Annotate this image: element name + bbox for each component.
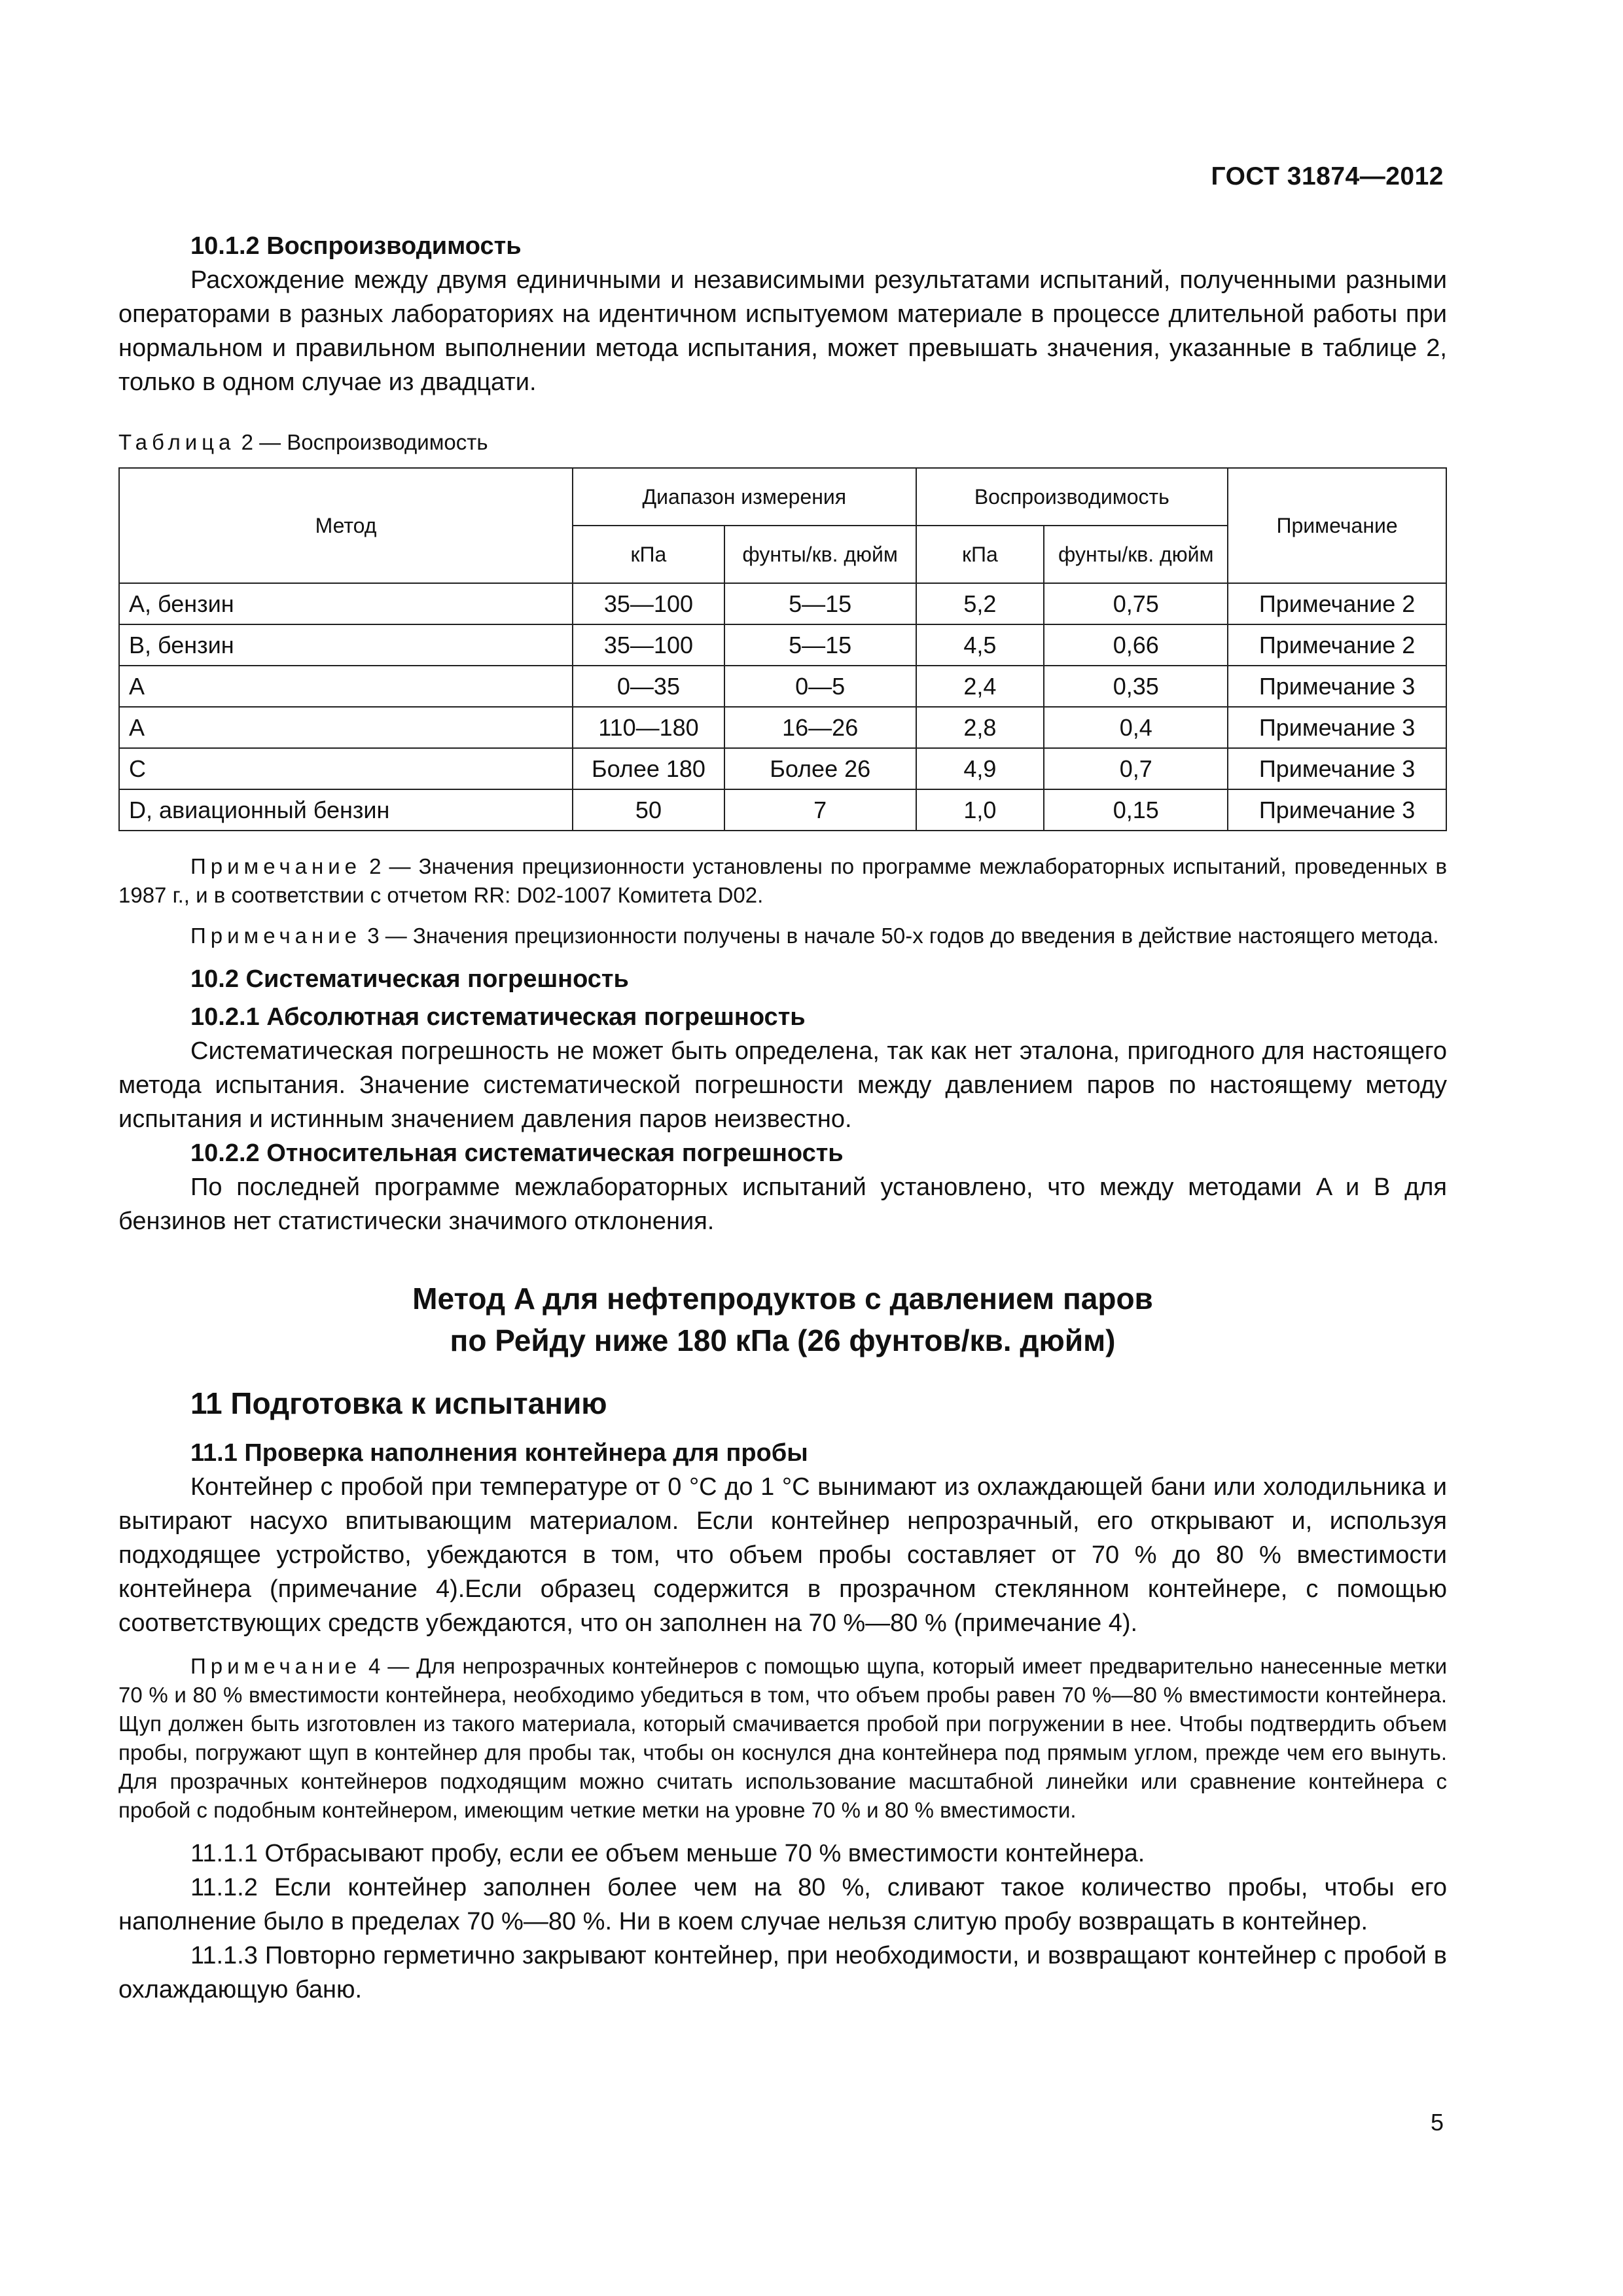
header-repro-psi: фунты/кв. дюйм <box>1044 526 1228 583</box>
heading-10-2-1: 10.2.1 Абсолютная систематическая погрешность <box>190 1003 806 1031</box>
cell-method: A <box>119 666 573 707</box>
header-range-psi: фунты/кв. дюйм <box>724 526 916 583</box>
heading-11-1: 11.1 Проверка наполнения контейнера для пробы <box>190 1439 808 1467</box>
paragraph-11-1: Контейнер с пробой при температуре от 0 °С до 1 °С вынимают из охлаждающей бани или холодильника и вытирают насухо впитывающим материалом. Если контейнер непрозрачный, его открывают и, используя подходящее устройство, убеждаются в том, что объем пробы составляет от 70 % до 80 % вместимости контейнера (примечание 4).Если образец содержится в прозрачном стеклянном контейнере, с помощью соответствующих средств убеждаются, что он заполнен на 70 %—80 % (примечание 4). <box>118 1473 1447 1637</box>
table-row <box>119 666 1446 707</box>
page-content <box>118 229 1447 2007</box>
method-a-title-line2: по Рейду ниже 180 кПа (26 фунтов/кв. дюйм) <box>450 1323 1116 1357</box>
cell-range-kpa: Более 180 <box>573 748 724 789</box>
table-row <box>119 707 1446 748</box>
paragraph-10-2-2: По последней программе межлабораторных испытаний установлено, что между методами A и B для бензинов нет статистически значимого отклонения. <box>118 1174 1448 1235</box>
cell-method: A <box>119 707 573 748</box>
cell-repro-kpa: 2,8 <box>916 707 1044 748</box>
item-11-1-1: 11.1.1 Отбрасывают пробу, если ее объем меньше 70 % вместимости контейнера. <box>190 1840 1145 1867</box>
note-4 <box>118 1652 1447 1825</box>
note-3-label: Примечание <box>190 924 362 948</box>
cell-repro-psi: 0,35 <box>1044 666 1228 707</box>
note-2 <box>118 852 1447 910</box>
cell-repro-kpa: 1,0 <box>916 789 1044 831</box>
table-header-row <box>119 468 1446 526</box>
cell-range-kpa: 35—100 <box>573 583 724 624</box>
heading-10-2: 10.2 Систематическая погрешность <box>190 965 629 993</box>
header-reproducibility: Воспроизводимость <box>916 468 1228 526</box>
cell-range-psi: 5—15 <box>724 583 916 624</box>
reproducibility-table <box>118 467 1447 831</box>
header-method: Метод <box>119 468 573 583</box>
cell-range-kpa: 110—180 <box>573 707 724 748</box>
cell-range-psi: 16—26 <box>724 707 916 748</box>
cell-repro-kpa: 4,9 <box>916 748 1044 789</box>
note-4-text: Для непрозрачных контейнеров с помощью щупа, который имеет предварительно нанесенные метки 70 % и 80 % вместимости контейнера, необходимо убедиться в том, что объем пробы равен 70 %—80 % вместимости контейнера. Щуп должен быть изготовлен из такого материала, который смачивается пробой при погружении в нее. Чтобы подтвердить объем пробы, погружают щуп в контейнер для пробы так, чтобы он коснулся дна контейнера под прямым углом, прежде чем его вынуть. Для прозрачных контейнеров подходящим можно считать использование масштабной линейки или сравнение контейнера с пробой с подобным контейнером, имеющим четкие метки на уровне 70 % и 80 % вместимости. <box>118 1654 1448 1822</box>
table-caption-label: Таблица <box>118 430 236 454</box>
header-range: Диапазон измерения <box>573 468 916 526</box>
heading-10-1-2: 10.1.2 Воспроизводимость <box>190 232 522 260</box>
cell-repro-kpa: 4,5 <box>916 624 1044 666</box>
item-11-1-3: 11.1.3 Повторно герметично закрывают контейнер, при необходимости, и возвращают контейнер с пробой в охлаждающую баню. <box>118 1942 1447 2003</box>
cell-range-kpa: 35—100 <box>573 624 724 666</box>
header-note: Примечание <box>1228 468 1446 583</box>
cell-range-kpa: 50 <box>573 789 724 831</box>
cell-method: B, бензин <box>119 624 573 666</box>
document-code: ГОСТ 31874—2012 <box>1211 162 1444 190</box>
heading-11: 11 Подготовка к испытанию <box>190 1386 607 1420</box>
item-11-1-2: 11.1.2 Если контейнер заполнен более чем на 80 %, сливают такое количество пробы, чтобы его наполнение было в пределах 70 %—80 %. Ни в коем случае нельзя слитую пробу возвращать в контейнер. <box>118 1874 1447 1935</box>
cell-method: D, авиационный бензин <box>119 789 573 831</box>
note-2-text: Значения прецизионности установлены по программе межлабораторных испытаний, проведенных в 1987 г., и в соответствии с отчетом RR: D02-1007 Комитета D02. <box>118 854 1447 907</box>
table-row <box>119 583 1446 624</box>
note-4-number: 4 — <box>368 1654 410 1678</box>
cell-range-psi: 0—5 <box>724 666 916 707</box>
cell-range-psi: Более 26 <box>724 748 916 789</box>
cell-note: Примечание 3 <box>1228 707 1446 748</box>
method-a-title-line1: Метод A для нефтепродуктов с давлением паров <box>412 1282 1153 1316</box>
note-4-label: Примечание <box>190 1654 362 1678</box>
cell-repro-psi: 0,66 <box>1044 624 1228 666</box>
cell-note: Примечание 3 <box>1228 789 1446 831</box>
table-row <box>119 624 1446 666</box>
page-number: 5 <box>1430 2109 1444 2136</box>
table-caption <box>118 428 1447 457</box>
cell-method: C <box>119 748 573 789</box>
cell-repro-kpa: 2,4 <box>916 666 1044 707</box>
cell-method: A, бензин <box>119 583 573 624</box>
note-2-label: Примечание <box>190 854 362 878</box>
table-row <box>119 748 1446 789</box>
header-range-kpa: кПа <box>573 526 724 583</box>
cell-repro-kpa: 5,2 <box>916 583 1044 624</box>
cell-range-psi: 5—15 <box>724 624 916 666</box>
cell-repro-psi: 0,4 <box>1044 707 1228 748</box>
table-row <box>119 789 1446 831</box>
cell-note: Примечание 2 <box>1228 624 1446 666</box>
heading-10-2-2: 10.2.2 Относительная систематическая погрешность <box>190 1139 844 1167</box>
cell-repro-psi: 0,7 <box>1044 748 1228 789</box>
paragraph-10-2-1: Систематическая погрешность не может быть определена, так как нет эталона, пригодного для настоящего метода испытания. Значение систематической погрешности между давлением паров по настоящему методу испытания и истинным значением давления паров неизвестно. <box>118 1037 1447 1133</box>
note-2-number: 2 — <box>369 854 411 878</box>
paragraph-10-1-2: Расхождение между двумя единичными и независимыми результатами испытаний, полученными разными операторами в разных лабораториях на идентичном испытуемом материале в процессе длительной работы при нормальном и правильном выполнении метода испытания, может превышать значения, указанные в таблице 2, только в одном случае из двадцати. <box>118 266 1447 396</box>
cell-range-kpa: 0—35 <box>573 666 724 707</box>
cell-repro-psi: 0,75 <box>1044 583 1228 624</box>
table-caption-title: 2 — Воспроизводимость <box>241 430 488 454</box>
cell-note: Примечание 3 <box>1228 666 1446 707</box>
cell-repro-psi: 0,15 <box>1044 789 1228 831</box>
note-3-text: Значения прецизионности получены в начале 50-х годов до введения в действие настоящего метода. <box>412 924 1439 948</box>
cell-note: Примечание 3 <box>1228 748 1446 789</box>
header-repro-kpa: кПа <box>916 526 1044 583</box>
cell-note: Примечание 2 <box>1228 583 1446 624</box>
note-3 <box>118 922 1447 950</box>
cell-range-psi: 7 <box>724 789 916 831</box>
note-3-number: 3 — <box>367 924 407 948</box>
